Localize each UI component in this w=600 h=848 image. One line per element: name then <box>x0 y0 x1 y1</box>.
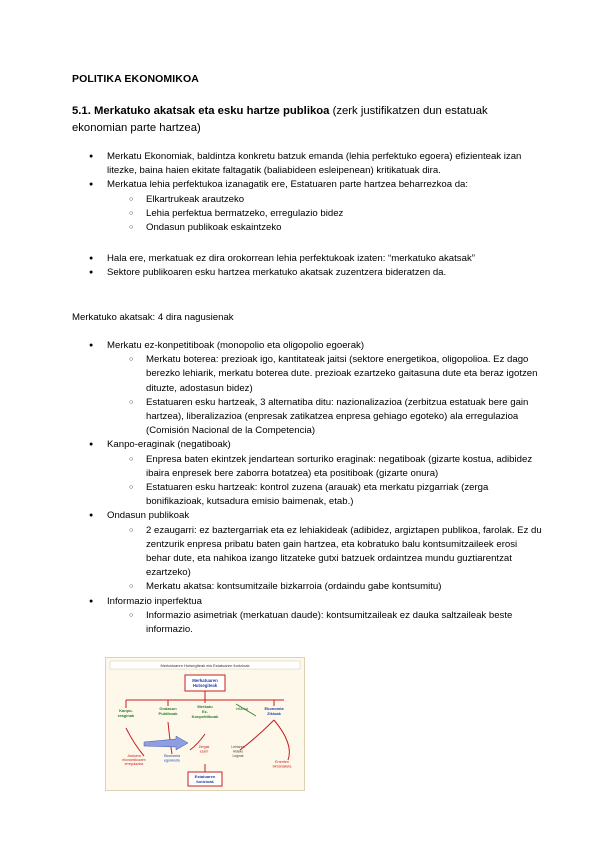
diagram-header: Merkatuaren Hutsegiteak eta Estatuaren funtzioak <box>160 663 250 668</box>
sub-list-item: ○ Lehia perfektua bermatzeko, erregulazio bidez <box>129 207 544 221</box>
list-item: ● Ondasun publikoak ○ 2 ezaugarri: ez baztergarriak eta ez lehiakideak (adibidez, argiztapen publikoa, farolak. Ez du zentzurik enpresa pribatu baten gain hartzea, eta kobratuko balu kontsumitzaileek erosi behar dute, eta nahikoa izango litzateke gutxi batzuek ordaintzea mundu guztiarentzat ezartzeko) ○ Merkatu akatsa: kontsumitzaile bizkarroia (ordaindu gabe kontsumitu) <box>89 509 544 594</box>
market-failures-diagram <box>105 657 305 791</box>
diagram-top-node: Merkatuaren Hutsegiteak <box>192 678 218 688</box>
list-item: ● Merkatu Ekonomiak, baldintza konkretu batzuk emanda (lehia perfektuko egoera) efizienteak izan litezke, baina haien ekitate faltagatik (baliabideen esleipenean) kritikatuak dira. <box>89 150 544 178</box>
akatsak-list <box>89 339 544 637</box>
sub-list-item: ○ Estatuaren esku hartzeak, 3 alternatiba ditu: nazionalizazioa (zerbitzua estatuak bere gain hartzea), liberalizazioa (enpresak zatikatzea enpresa gehiago egoteko) ala erregulazioa (Comisión Nacional de la Competencia) <box>129 396 544 439</box>
intro-list-2 <box>89 252 544 280</box>
diagram-bottom-errenten: Errenten birbanaketa <box>272 760 292 769</box>
sub-list-item: ○ Informazio asimetriak (merkatuan daude): kontsumitzaileak ez dauka saltzaileak beste informazio. <box>129 609 544 637</box>
sub-list <box>107 524 544 595</box>
sub-list-item: ○ Merkatu boterea: prezioak igo, kantitateak jaitsi (sektore energetikoa, oligopolioa. Ez dago berezko lehiarik, merkatu boterea dute. prezioak ezartzeko gaitasuna dute eta beraz igotzen dituzte, adostasun bidez) <box>129 353 544 396</box>
list-item: ● Kanpo-eraginak (negatiboak) ○ Enpresa baten ekintzek jendartean sorturiko eraginak: negatiboak (gizarte kostua, adibidez ibaira enpresek bere zaborra botatzea) eta positiboak (gizarte onura) ○ Estatuaren esku hartzeak: kontrol zuzena (arauak) eta merkatu pizgarriak (zerga bonifikazioak, kutsadura emisio baimenak, etab.) <box>89 438 544 509</box>
section-subtitle: (zerk justifikatzen dun estatuak ekonomian parte hartzea) <box>72 105 488 134</box>
sub-list-item: ○ Ondasun publikoak eskaintzeko <box>129 221 544 235</box>
diagram-node-ekonomia: Ekonomia Zikloak <box>264 706 284 716</box>
intro-list <box>89 150 544 235</box>
sub-list <box>107 353 544 438</box>
diagram-label-inflazioa: Inflazioa <box>235 707 249 711</box>
sub-list-item: ○ Merkatu akatsa: kontsumitzaile bizkarroia (ordaindu gabe kontsumitu) <box>129 580 544 594</box>
sub-list-item: ○ Elkartrukeak arautzeko <box>129 193 544 207</box>
sub-list-item: ○ Estatuaren esku hartzeak: kontrol zuzena (arauak) eta merkatu pizgarriak (zerga bonifikazioak, kutsadura emisio baimenak, etab.) <box>129 481 544 509</box>
list-item: ● Merkatua lehia perfektukoa izanagatik ere, Estatuaren parte hartzea beharrezkoa da: ○ Elkartrukeak arautzeko ○ Lehia perfektua bermatzeko, erregulazio bidez ○ Ondasun publikoak eskaintzeko <box>89 178 544 235</box>
akatsak-intro: Merkatuko akatsak: 4 dira nagusienak <box>72 312 234 323</box>
diagram-bottom-ekonomia: Ekonomia egonkortu <box>164 754 180 763</box>
sub-list <box>107 193 544 236</box>
diagram-foot-node: Estatuaren funtzioak <box>194 774 216 784</box>
sub-list <box>107 609 544 637</box>
diagram-bottom-jarduera: Jarduera ekonomikoaren erregulazioa <box>122 754 146 766</box>
list-item: ● Hala ere, merkatuak ez dira orokorrean lehia perfektukoak izaten: “merkatuko akatsak” <box>89 252 544 266</box>
diagram-bottom-lehiaren: Lehiaren Aldeko Legeak <box>231 745 245 758</box>
section-title: 5.1. Merkatuko akatsak eta esku hartze publikoa <box>72 105 330 117</box>
diagram-node-kanpo: Kanpo-eraginak <box>117 708 135 718</box>
section-heading <box>72 103 532 137</box>
sub-list-item: ○ Enpresa baten ekintzek jendartean sorturiko eraginak: negatiboak (gizarte kostua, adibidez ibaira enpresek bere zaborra botatzea) eta positiboak (gizarte onura) <box>129 453 544 481</box>
sub-list <box>107 453 544 510</box>
list-item: ● Informazio inperfektua ○ Informazio asimetriak (merkatuan daude): kontsumitzaileak ez dauka saltzaileak beste informazio. <box>89 595 544 638</box>
diagram-node-ondasun: Ondasun Publikoak <box>158 706 178 716</box>
list-item: ● Merkatu ez-konpetitiboak (monopolio eta oligopolio egoerak) ○ Merkatu boterea: prezioak igo, kantitateak jaitsi (sektore energetikoa, oligopolioa. Ez dago berezko lehiarik, merkatu boterea dute. prezioak ezartzeko gaitasuna dute eta beraz igotzen dituzte, adostasun bidez) ○ Estatuaren esku hartzeak, 3 alternatiba ditu: nazionalizazioa (zerbitzua estatuak bere gain hartzea), liberalizazioa (enpresak zatikatzea enpresa gehiago egoteko) ala erregulazioa (Comisión Nacional de la Competencia) <box>89 339 544 438</box>
diagram-bottom-zergak: Zergak ezarri <box>198 745 210 754</box>
diagram-node-merkatu: Merkatu Ez-Konpetitiboak <box>191 704 219 719</box>
document-title: POLITIKA EKONOMIKOA <box>72 73 199 85</box>
list-item: ● Sektore publikoaren esku hartzea merkatuko akatsak zuzentzera bideratzen da. <box>89 266 544 280</box>
sub-list-item: ○ 2 ezaugarri: ez baztergarriak eta ez lehiakideak (adibidez, argiztapen publikoa, farolak. Ez du zentzurik enpresa pribatu baten gain hartzea, eta kobratuko balu kontsumitzaileek erosi behar dute, eta nahikoa izango litzateke gutxi batzuek ordaintzea mundu guztiarentzat ezartzeko) <box>129 524 544 581</box>
